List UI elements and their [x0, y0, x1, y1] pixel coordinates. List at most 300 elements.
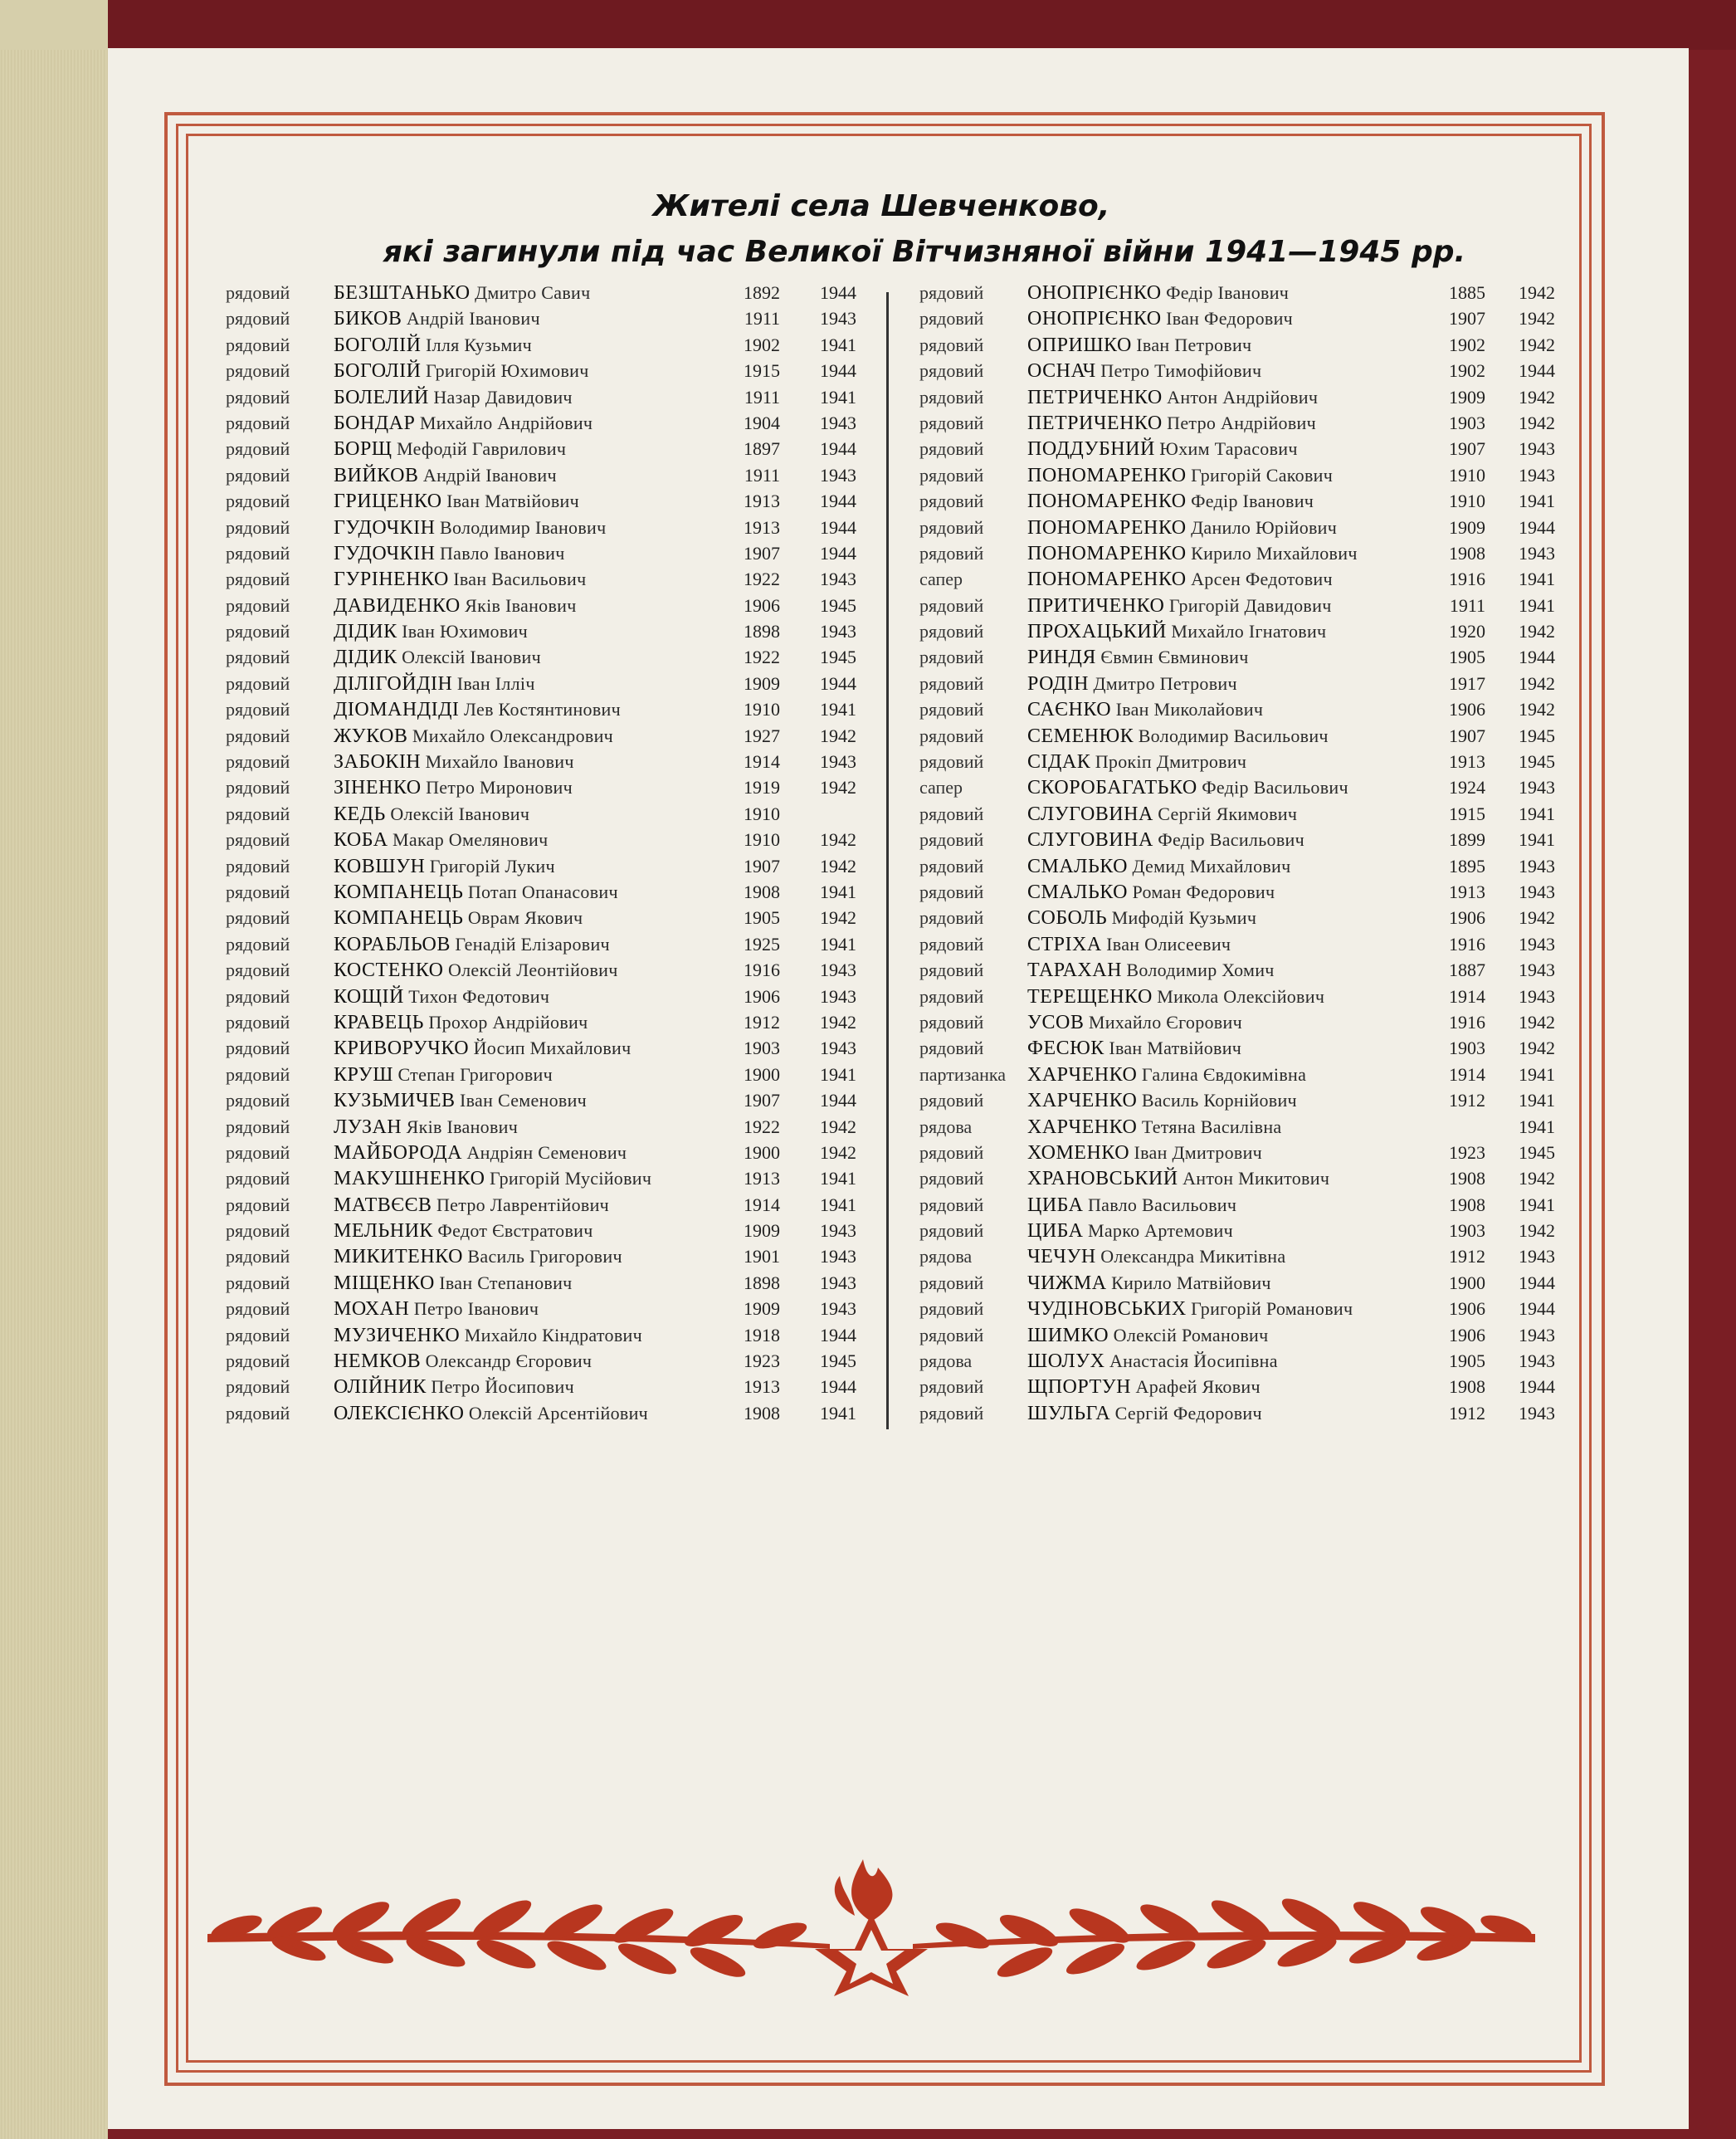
rank-label: сапер [919, 777, 963, 798]
birth-year: 1922 [744, 647, 780, 668]
rank-label: рядовий [226, 1063, 290, 1085]
birth-year: 1903 [1449, 1220, 1485, 1242]
rank-label: рядова [919, 1350, 973, 1372]
rank-label: рядовий [226, 1011, 290, 1033]
table-row [226, 360, 865, 386]
death-year: 1943 [820, 569, 856, 590]
rank-label: рядовий [226, 1194, 290, 1215]
person-name [1027, 1376, 1261, 1399]
table-row [226, 1350, 865, 1376]
death-year: 1941 [1519, 1090, 1555, 1111]
birth-year: 1909 [1449, 516, 1485, 538]
names-column-left [226, 282, 865, 1428]
rank-label: сапер [919, 569, 963, 590]
given-names: Іван Дмитрович [1134, 1141, 1263, 1163]
surname: МУЗИЧЕНКО [334, 1324, 461, 1346]
birth-year: 1900 [744, 1141, 780, 1163]
person-name [1027, 1350, 1278, 1373]
death-year: 1944 [1519, 1298, 1555, 1320]
table-row [226, 308, 865, 334]
surname: ЖУКОВ [334, 725, 408, 747]
table-row [226, 986, 865, 1012]
death-year: 1943 [1519, 1246, 1555, 1267]
table-row [919, 542, 1555, 569]
birth-year: 1908 [1449, 542, 1485, 564]
rank-label: рядовий [919, 516, 984, 538]
surname: МІЩЕНКО [334, 1272, 435, 1294]
table-row [919, 777, 1555, 803]
surname: ТЕРЕЩЕНКО [1027, 985, 1153, 1008]
birth-year: 1919 [744, 777, 780, 798]
given-names: Ілля Кузьмич [425, 334, 532, 355]
table-row [919, 621, 1555, 647]
table-row [226, 413, 865, 438]
given-names: Григорій Романович [1191, 1298, 1353, 1320]
person-name [334, 803, 529, 826]
birth-year: 1906 [744, 594, 780, 616]
person-name [1027, 438, 1298, 461]
rank-label: рядовий [919, 699, 984, 720]
person-name [334, 1090, 587, 1112]
given-names: Андрій Іванович [422, 464, 557, 486]
given-names: Василь Корнійович [1141, 1090, 1297, 1111]
death-year: 1944 [820, 1376, 856, 1398]
person-name [1027, 751, 1246, 774]
table-row [919, 881, 1555, 907]
death-year: 1942 [820, 777, 856, 798]
person-name [334, 751, 574, 774]
person-name [334, 543, 565, 565]
given-names: Федір Іванович [1166, 282, 1290, 303]
surname: СЕМЕНЮК [1027, 725, 1134, 747]
given-names: Іван Миколайович [1115, 699, 1264, 720]
given-names: Петро Лаврентійович [436, 1194, 610, 1215]
surname: ФЕСЮК [1027, 1038, 1105, 1060]
person-name [334, 282, 590, 305]
person-name [1027, 335, 1251, 357]
given-names: Іван Петрович [1136, 334, 1252, 355]
surname: СТРІХА [1027, 933, 1102, 955]
rank-label: рядовий [226, 438, 290, 460]
given-names: Йосип Михайлович [473, 1038, 631, 1059]
rank-label: рядовий [919, 829, 984, 851]
given-names: Макар Омелянович [393, 829, 549, 851]
table-row [226, 960, 865, 985]
rank-label: рядовий [226, 1376, 290, 1398]
rank-label: рядовий [226, 1298, 290, 1320]
rank-label: рядовий [226, 1402, 290, 1424]
surname: БЕЗШТАНЬКО [334, 282, 471, 304]
given-names: Іван Васильович [453, 569, 587, 590]
rank-label: рядовий [919, 1038, 984, 1059]
surname: ОЛЕКСІЄНКО [334, 1402, 465, 1424]
birth-year: 1907 [744, 542, 780, 564]
page-title-line1: Жителі села Шевченково, [652, 189, 1110, 223]
table-row [226, 803, 865, 829]
person-name [334, 413, 592, 435]
surname: КРАВЕЦЬ [334, 1011, 424, 1033]
surname: ПОНОМАРЕНКО [1027, 569, 1187, 591]
surname: БИКОВ [334, 308, 402, 330]
given-names: Яків Іванович [465, 594, 577, 616]
table-row [226, 491, 865, 516]
person-name [334, 1325, 642, 1347]
person-name [334, 1403, 648, 1425]
birth-year: 1887 [1449, 960, 1485, 981]
birth-year: 1907 [1449, 725, 1485, 746]
surname: КОЩІЙ [334, 985, 404, 1008]
person-name [1027, 907, 1256, 930]
surname: БОЛЕЛИЙ [334, 386, 429, 408]
given-names: Володимир Хомич [1126, 960, 1275, 981]
surname: ШОЛУХ [1027, 1350, 1105, 1373]
given-names: Володимир Іванович [439, 516, 607, 538]
rank-label: рядовий [226, 1038, 290, 1059]
birth-year: 1911 [744, 386, 780, 408]
rank-label: рядовий [226, 360, 290, 382]
surname: РИНДЯ [1027, 647, 1096, 669]
table-row [919, 933, 1555, 960]
birth-year: 1907 [1449, 308, 1485, 330]
person-name [1027, 282, 1289, 305]
given-names: Михайло Ігнатович [1171, 621, 1327, 642]
given-names: Іван Семенович [459, 1090, 588, 1111]
rank-label: рядовий [226, 464, 290, 486]
surname: СКОРОБАГАТЬКО [1027, 777, 1197, 799]
person-name [334, 907, 583, 930]
given-names: Михайло Олександрович [412, 725, 614, 746]
birth-year: 1915 [744, 360, 780, 382]
table-row [226, 1376, 865, 1402]
death-year: 1941 [1519, 594, 1555, 616]
given-names: Іван Ілліч [456, 672, 535, 694]
table-row [919, 1324, 1555, 1350]
given-names: Євмин Євминович [1100, 647, 1249, 668]
person-name [334, 517, 606, 540]
table-row [226, 1142, 865, 1168]
death-year: 1943 [820, 621, 856, 642]
death-year: 1945 [820, 1350, 856, 1372]
table-row [226, 1325, 865, 1350]
rank-label: рядовий [226, 282, 290, 303]
person-name [1027, 1090, 1297, 1112]
death-year: 1945 [1519, 1141, 1555, 1163]
surname: ДАВИДЕНКО [334, 594, 461, 617]
birth-year: 1914 [1449, 1063, 1485, 1085]
death-year: 1943 [820, 1220, 856, 1242]
person-name [334, 986, 549, 1008]
surname: УСОВ [1027, 1011, 1085, 1033]
surname: БОРЩ [334, 438, 393, 461]
table-row [919, 360, 1555, 386]
table-row [226, 1298, 865, 1324]
book-spine-cloth-top [0, 0, 108, 50]
person-name [334, 777, 573, 799]
rank-label: рядовий [919, 438, 984, 460]
person-name [1027, 1298, 1353, 1321]
rank-label: рядовий [226, 1220, 290, 1242]
death-year: 1943 [1519, 855, 1555, 877]
table-row [226, 282, 865, 308]
birth-year: 1912 [1449, 1402, 1485, 1424]
surname: ДІДИК [334, 647, 397, 669]
table-row [919, 855, 1555, 881]
death-year: 1941 [1519, 829, 1555, 851]
person-name [334, 1272, 573, 1295]
birth-year: 1911 [744, 308, 780, 330]
table-row [226, 725, 865, 751]
table-row [226, 1246, 865, 1272]
table-row [226, 569, 865, 594]
surname: ДІОМАНДІДІ [334, 699, 460, 721]
birth-year: 1924 [1449, 777, 1485, 798]
surname: ГУРІНЕНКО [334, 569, 449, 591]
given-names: Демид Михайлович [1132, 855, 1291, 877]
surname: МИКИТЕНКО [334, 1246, 463, 1268]
rank-label: рядова [919, 1116, 973, 1137]
surname: ПОНОМАРЕНКО [1027, 516, 1187, 539]
rank-label: рядовий [226, 542, 290, 564]
person-name [1027, 934, 1231, 956]
birth-year: 1909 [1449, 386, 1485, 408]
table-row [226, 1272, 865, 1298]
rank-label: рядовий [226, 647, 290, 668]
rank-label: рядовий [919, 360, 984, 382]
death-year: 1943 [820, 1298, 856, 1320]
table-row [226, 1116, 865, 1142]
surname: КРУШ [334, 1063, 393, 1086]
person-name [334, 1168, 651, 1190]
death-year: 1942 [820, 907, 856, 929]
rank-label: рядовий [919, 491, 984, 512]
rank-label: рядовий [919, 933, 984, 955]
table-row [226, 1090, 865, 1116]
death-year: 1943 [820, 751, 856, 773]
surname: КОРАБЛЬОВ [334, 933, 451, 955]
death-year: 1944 [820, 542, 856, 564]
surname: КОМПАНЕЦЬ [334, 907, 464, 930]
table-row [226, 673, 865, 699]
birth-year: 1910 [1449, 464, 1485, 486]
birth-year: 1910 [744, 803, 780, 824]
death-year: 1943 [820, 412, 856, 433]
surname: ВИЙКОВ [334, 464, 419, 486]
surname: ШИМКО [1027, 1324, 1109, 1346]
given-names: Тетяна Василівна [1141, 1116, 1282, 1137]
surname: КЕДЬ [334, 803, 386, 825]
birth-year: 1903 [1449, 412, 1485, 433]
birth-year: 1892 [744, 282, 780, 303]
person-name [1027, 1142, 1262, 1165]
person-name [1027, 986, 1324, 1008]
death-year: 1942 [1519, 282, 1555, 303]
rank-label: рядовий [226, 855, 290, 877]
table-row [226, 829, 865, 855]
table-row [919, 1168, 1555, 1194]
death-year: 1944 [820, 438, 856, 460]
given-names: Кирило Матвійович [1111, 1272, 1271, 1293]
given-names: Олексій Іванович [402, 647, 541, 668]
given-names: Данило Юрійович [1191, 516, 1338, 538]
person-name [1027, 543, 1358, 565]
surname: ПОНОМАРЕНКО [1027, 542, 1187, 564]
person-name [334, 673, 535, 696]
given-names: Павло Васильович [1087, 1194, 1237, 1215]
person-name [334, 647, 541, 669]
surname: ПРОХАЦЬКИЙ [1027, 621, 1167, 643]
given-names: Прохор Андрійович [428, 1011, 588, 1033]
surname: БОГОЛІЙ [334, 360, 422, 383]
rank-label: рядовий [226, 881, 290, 902]
table-row [226, 881, 865, 907]
person-name [1027, 413, 1316, 435]
person-name [334, 1064, 553, 1087]
table-row [226, 699, 865, 725]
table-row [226, 595, 865, 621]
birth-year: 1913 [744, 1376, 780, 1398]
birth-year: 1903 [1449, 1038, 1485, 1059]
birth-year: 1897 [744, 438, 780, 460]
rank-label: рядовий [226, 985, 290, 1007]
table-row [226, 1194, 865, 1220]
person-name [334, 621, 528, 643]
birth-year: 1885 [1449, 282, 1485, 303]
given-names: Галина Євдокимівна [1141, 1063, 1307, 1085]
death-year: 1944 [1519, 1376, 1555, 1398]
given-names: Арафей Якович [1135, 1376, 1261, 1398]
given-names: Григорій Давидович [1168, 594, 1332, 616]
birth-year: 1911 [1449, 594, 1485, 616]
surname: ТАРАХАН [1027, 960, 1122, 982]
table-row [226, 647, 865, 672]
rank-label: рядовий [226, 725, 290, 746]
person-name [1027, 829, 1304, 852]
surname: ОНОПРІЄНКО [1027, 282, 1162, 304]
birth-year: 1906 [1449, 1324, 1485, 1345]
table-row [919, 412, 1555, 438]
birth-year: 1913 [1449, 881, 1485, 902]
person-name [1027, 387, 1318, 409]
table-row [919, 960, 1555, 985]
death-year: 1943 [1519, 777, 1555, 798]
person-name [1027, 1325, 1268, 1347]
surname: ЦИБА [1027, 1194, 1084, 1216]
death-year: 1943 [1519, 960, 1555, 981]
birth-year: 1910 [1449, 491, 1485, 512]
rank-label: рядовий [919, 855, 984, 877]
rank-label: рядовий [226, 334, 290, 355]
given-names: Яків Іванович [406, 1116, 519, 1137]
rank-label: рядовий [919, 1376, 984, 1398]
death-year: 1942 [820, 829, 856, 851]
rank-label: рядовий [919, 803, 984, 824]
table-row [226, 777, 865, 803]
table-row [919, 1090, 1555, 1116]
birth-year: 1905 [1449, 647, 1485, 668]
birth-year: 1917 [1449, 672, 1485, 694]
birth-year: 1906 [744, 985, 780, 1007]
birth-year: 1899 [1449, 829, 1485, 851]
person-name [334, 335, 532, 357]
death-year: 1944 [820, 1090, 856, 1111]
death-year: 1944 [820, 360, 856, 382]
given-names: Олександра Микитівна [1100, 1246, 1286, 1267]
surname: БОНДАР [334, 412, 416, 434]
birth-year: 1900 [744, 1063, 780, 1085]
death-year: 1943 [1519, 1402, 1555, 1424]
rank-label: рядовий [226, 699, 290, 720]
person-name [1027, 1403, 1262, 1425]
birth-year: 1914 [744, 751, 780, 773]
surname: КОМПАНЕЦЬ [334, 881, 464, 903]
birth-year: 1915 [1449, 803, 1485, 824]
given-names: Кирило Михайлович [1191, 542, 1358, 564]
person-name [1027, 777, 1348, 799]
person-name [334, 881, 618, 904]
death-year: 1943 [1519, 881, 1555, 902]
given-names: Михайло Єгорович [1088, 1011, 1242, 1033]
rank-label: рядовий [226, 751, 290, 773]
surname: МАТВЄЄВ [334, 1194, 432, 1216]
surname: ГУДОЧКІН [334, 516, 436, 539]
person-name [1027, 621, 1326, 643]
given-names: Назар Давидович [433, 386, 573, 408]
person-name [1027, 647, 1249, 669]
birth-year: 1916 [1449, 1011, 1485, 1033]
surname: ПЕТРИЧЕНКО [1027, 386, 1163, 408]
death-year: 1941 [820, 1402, 856, 1424]
person-name [334, 438, 566, 461]
table-row [226, 543, 865, 569]
book-cover-top [0, 0, 1736, 50]
surname: МЕЛЬНИК [334, 1220, 433, 1243]
death-year: 1941 [820, 1194, 856, 1215]
rank-label: рядовий [226, 1141, 290, 1163]
person-name [1027, 569, 1333, 591]
rank-label: рядовий [226, 621, 290, 642]
table-row [226, 1168, 865, 1194]
person-name [334, 699, 621, 721]
person-name [1027, 699, 1263, 721]
person-name [334, 960, 618, 982]
person-name [1027, 1038, 1241, 1060]
birth-year: 1916 [744, 960, 780, 981]
death-year: 1942 [1519, 1168, 1555, 1189]
names-column-right [919, 282, 1555, 1428]
given-names: Дмитро Петрович [1093, 672, 1237, 694]
person-name [334, 1142, 627, 1165]
table-row [919, 751, 1555, 777]
table-row [919, 1038, 1555, 1063]
surname: ЧУДІНОВСЬКИХ [1027, 1298, 1187, 1321]
table-row [919, 1246, 1555, 1272]
birth-year: 1913 [744, 1168, 780, 1189]
person-name [1027, 1168, 1329, 1190]
birth-year: 1907 [744, 1090, 780, 1111]
table-row [226, 751, 865, 777]
person-name [334, 465, 557, 487]
table-row [226, 465, 865, 491]
person-name [1027, 360, 1261, 383]
person-name [334, 856, 555, 878]
table-row [919, 1272, 1555, 1298]
death-year: 1945 [820, 594, 856, 616]
person-name [334, 1246, 622, 1268]
table-row [226, 517, 865, 543]
person-name [334, 360, 589, 383]
rank-label: рядовий [919, 542, 984, 564]
given-names: Володимир Васильович [1138, 725, 1329, 746]
